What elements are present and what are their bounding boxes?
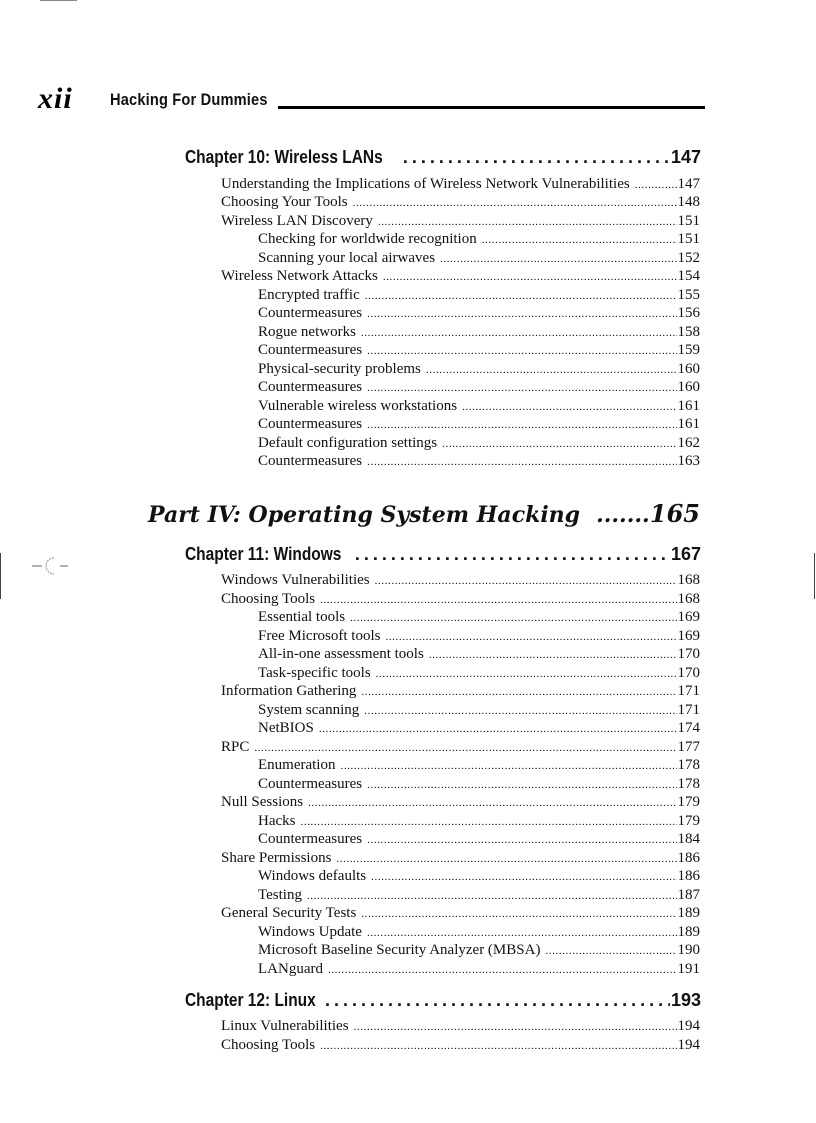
toc-entry[interactable] [258,924,700,941]
toc-entry[interactable] [258,453,700,470]
toc-entry[interactable] [221,591,700,608]
entry-page: 179 [677,794,700,810]
entry-text: Linux Vulnerabilities [221,1018,349,1034]
entry-page: 161 [677,416,700,432]
entry-page: 190 [677,942,700,958]
toc-entry[interactable] [221,850,700,867]
entry-text: Null Sessions [221,794,304,810]
toc-entry[interactable] [258,868,700,885]
dot-leader [325,990,670,1011]
toc-entry[interactable] [221,1037,700,1054]
dot-leader [367,382,676,394]
dot-leader [328,964,677,976]
part-page: 165 [649,499,700,528]
entry-page: 191 [677,961,700,977]
entry-text: NetBIOS [258,720,314,736]
dot-leader [365,290,677,302]
entry-page: 194 [677,1018,700,1034]
entry-text: Countermeasures [258,342,363,358]
entry-text: Wireless LAN Discovery [221,213,373,229]
header-rule [278,106,705,109]
dot-leader [367,308,676,320]
dot-leader [355,544,670,565]
toc-entry[interactable] [258,342,700,359]
dot-leader [545,945,676,957]
toc-entry[interactable] [258,305,700,322]
registration-mark-icon [30,550,70,580]
entry-text: Vulnerable wireless workstations [258,398,458,414]
dot-leader [385,631,676,643]
chapter-page: 167 [670,544,701,564]
entry-text: Countermeasures [258,305,363,321]
dot-leader [361,908,676,920]
dot-leader [378,216,677,228]
entry-page: 160 [677,379,700,395]
entry-text: Countermeasures [258,831,363,847]
toc-entry[interactable] [258,628,700,645]
dot-leader [482,234,677,246]
dot-leader [440,253,676,265]
toc-entry[interactable] [258,942,700,959]
entry-page: 151 [677,213,700,229]
toc-entry[interactable] [258,324,700,341]
entry-page: 169 [677,628,700,644]
toc-entry[interactable] [221,213,700,230]
toc-entry[interactable] [258,379,700,396]
entry-text: Share Permissions [221,850,332,866]
dot-leader [308,797,676,809]
entry-page: 194 [677,1037,700,1053]
toc-entry[interactable] [258,416,700,433]
entry-text: Hacks [258,813,296,829]
entry-page: 174 [677,720,700,736]
entry-page: 187 [677,887,700,903]
dot-leader [403,147,670,168]
entry-text: Countermeasures [258,776,363,792]
toc-entry[interactable] [258,776,700,793]
entry-page: 170 [677,646,700,662]
toc-entry[interactable] [258,361,700,378]
entry-page: 186 [677,868,700,884]
entry-text: Choosing Your Tools [221,194,348,210]
dot-leader [336,853,676,865]
entry-page: 178 [677,757,700,773]
dot-leader [320,1040,676,1052]
entry-page: 151 [677,231,700,247]
toc-entry[interactable] [221,1018,700,1035]
entry-page: 184 [677,831,700,847]
dot-leader [254,742,676,754]
toc-entry[interactable] [221,794,700,811]
entry-text: Essential tools [258,609,346,625]
entry-text: Windows Vulnerabilities [221,572,370,588]
chapter-title: Chapter 11: Windows [185,544,342,564]
entry-page: 189 [677,905,700,921]
entry-text: Windows Update [258,924,362,940]
entry-text: Choosing Tools [221,591,316,607]
toc-entry[interactable] [258,435,700,452]
chapter-title: Chapter 10: Wireless LANs [185,147,383,167]
toc-part-4[interactable] [148,499,700,528]
entry-text: Windows defaults [258,868,367,884]
dot-leader [307,890,677,902]
dot-leader [596,502,649,528]
entry-page: 163 [677,453,700,469]
entry-page: 158 [677,324,700,340]
dot-leader [354,1021,677,1033]
toc-entry[interactable] [258,646,700,663]
dot-leader [350,612,676,624]
entry-text: Countermeasures [258,379,363,395]
entry-text: Physical-security problems [258,361,421,377]
dot-leader [367,456,676,468]
running-title: Hacking For Dummies [110,90,268,109]
entry-page: 168 [677,572,700,588]
crop-mark-top [40,0,77,1]
dot-leader [361,686,676,698]
toc-entry[interactable] [221,194,700,211]
toc-chapter-10[interactable] [185,147,701,168]
page-folio: xii [38,82,73,115]
entry-page: 156 [677,305,700,321]
dot-leader [635,179,677,191]
chapter-page: 193 [670,990,701,1010]
entry-text: RPC [221,739,250,755]
dot-leader [367,779,676,791]
entry-text: Checking for worldwide recognition [258,231,477,247]
toc-entry[interactable] [258,398,700,415]
part-title: Part IV: Operating System Hacking [148,502,581,528]
entry-text: Scanning your local airwaves [258,250,436,266]
entry-page: 170 [677,665,700,681]
toc-entry[interactable] [221,176,700,193]
dot-leader [367,419,676,431]
entry-page: 162 [677,435,700,451]
entry-page: 147 [677,176,700,192]
entry-page: 159 [677,342,700,358]
entry-text: Information Gathering [221,683,357,699]
entry-text: Encrypted traffic [258,287,360,303]
dot-leader [462,401,676,413]
chapter-title: Chapter 12: Linux [185,990,316,1010]
dot-leader [375,575,677,587]
crop-mark-left [0,553,1,599]
entry-page: 161 [677,398,700,414]
dot-leader [429,649,677,661]
entry-text: Microsoft Baseline Security Analyzer (MBSA) [258,942,541,958]
dot-leader [376,668,677,680]
dot-leader [353,197,677,209]
entry-text: Free Microsoft tools [258,628,381,644]
entry-page: 189 [677,924,700,940]
toc-entry[interactable] [258,609,700,626]
toc-chapter-11[interactable] [185,544,701,565]
entry-text: Choosing Tools [221,1037,316,1053]
dot-leader [364,705,676,717]
toc-entry[interactable] [258,231,700,248]
entry-page: 171 [677,702,700,718]
entry-page: 177 [677,739,700,755]
dot-leader [301,816,677,828]
dot-leader [367,834,676,846]
toc-entry[interactable] [258,250,700,267]
entry-page: 154 [677,268,700,284]
dot-leader [367,927,677,939]
toc-entry[interactable] [221,739,700,756]
entry-text: General Security Tests [221,905,357,921]
entry-page: 169 [677,609,700,625]
entry-page: 171 [677,683,700,699]
dot-leader [361,327,677,339]
toc-entry[interactable] [258,720,700,737]
entry-text: Rogue networks [258,324,356,340]
toc-chapter-12[interactable] [185,990,701,1011]
entry-page: 160 [677,361,700,377]
dot-leader [320,594,676,606]
dot-leader [442,438,676,450]
chapter-page: 147 [670,147,701,167]
dot-leader [367,345,676,357]
toc-entry[interactable] [258,813,700,830]
dot-leader [340,760,676,772]
entry-text: Understanding the Implications of Wireless Network Vulnerabilities [221,176,630,192]
dot-leader [383,271,677,283]
entry-page: 186 [677,850,700,866]
toc-entry[interactable] [258,287,700,304]
toc-entry[interactable] [258,702,700,719]
entry-page: 148 [677,194,700,210]
entry-text: Enumeration [258,757,336,773]
toc-entry[interactable] [258,665,700,682]
toc-entry[interactable] [258,757,700,774]
entry-text: LANguard [258,961,323,977]
entry-text: Default configuration settings [258,435,438,451]
entry-page: 179 [677,813,700,829]
entry-page: 168 [677,591,700,607]
crop-mark-right [814,553,815,599]
entry-page: 178 [677,776,700,792]
entry-text: Testing [258,887,302,903]
entry-text: Task-specific tools [258,665,371,681]
dot-leader [319,723,677,735]
toc-entry[interactable] [258,961,700,978]
dot-leader [426,364,677,376]
toc-entry[interactable] [221,572,700,589]
toc-entry[interactable] [221,683,700,700]
entry-page: 155 [677,287,700,303]
toc-entry[interactable] [221,905,700,922]
entry-text: Countermeasures [258,453,363,469]
entry-text: Wireless Network Attacks [221,268,378,284]
entry-text: System scanning [258,702,360,718]
entry-page: 152 [677,250,700,266]
dot-leader [371,871,676,883]
toc-entry[interactable] [258,887,700,904]
entry-text: Countermeasures [258,416,363,432]
toc-entry[interactable] [258,831,700,848]
toc-entry[interactable] [221,268,700,285]
entry-text: All-in-one assessment tools [258,646,424,662]
